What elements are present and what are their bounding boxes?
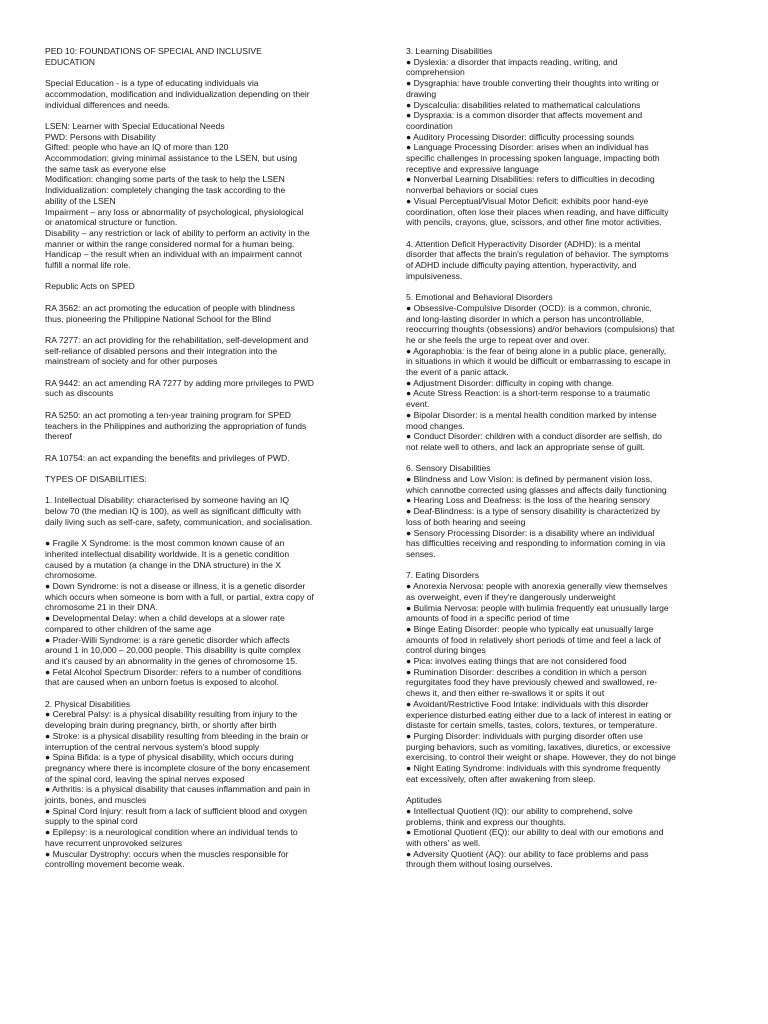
text-line: reoccurring thoughts (obsessions) and/or behaviors (compulsions) that	[406, 324, 675, 335]
text-line: has difficulties receiving and responding to information coming in via	[406, 538, 666, 549]
blank-line	[45, 324, 365, 335]
text-line: ● Auditory Processing Disorder: difficulty processing sounds	[406, 131, 635, 142]
text-line: Aptitudes	[406, 795, 442, 806]
text-line: around 1 in 10,000 – 20,000 people. This disability is quite complex	[45, 645, 301, 656]
text-line: pregnancy where there is incomplete closure of the bony encasement	[45, 762, 310, 773]
text-line: ● Intellectual Quotient (IQ): our ability to comprehend, solve	[406, 805, 633, 816]
text-line: mood changes.	[406, 420, 465, 431]
text-line: mainstream of society and for other purposes	[45, 356, 218, 367]
text-line: inherited intellectual disability worldwide. It is a genetic condition	[45, 548, 290, 559]
text-line: ● Binge Eating Disorder: people who typically eat unusually large	[406, 623, 654, 634]
text-line: chews it, and then either re-swallows it or spits it out	[406, 688, 605, 699]
text-line: PED 10: FOUNDATIONS OF SPECIAL AND INCLUSIVE	[45, 46, 262, 56]
text-line: RA 9442: an act amending RA 7277 by adding more privileges to PWD	[45, 377, 314, 388]
text-line: and long-lasting disorder in which a person has uncontrollable,	[406, 313, 644, 324]
text-line: thus, pioneering the Philippine National School for the Blind	[45, 313, 271, 324]
text-line: Republic Acts on SPED	[45, 281, 135, 292]
text-line: which cannotbe corrected using glasses and affects daily functioning	[406, 484, 667, 495]
text-line: Handicap – the result when an individual with an impairment cannot	[45, 249, 303, 260]
text-line: ● Stroke: is a physical disability resulting from bleeding in the brain or	[45, 730, 309, 741]
text-line: ● Prader-Willi Syndrome: is a rare genetic disorder which affects	[45, 634, 290, 645]
text-line: ● Pica: involves eating things that are not considered food	[406, 656, 627, 667]
text-line: ● Blindness and Low Vision: is defined by permanent vision loss,	[406, 474, 653, 485]
text-line: ● Acute Stress Reaction: is a short-term response to a traumatic	[406, 388, 651, 399]
text-line: EDUCATION	[45, 56, 95, 67]
text-line: caused by a mutation (a change in the DNA structure) in the X	[45, 559, 281, 570]
text-line: ● Visual Perceptual/Visual Motor Deficit: exhibits poor hand-eye	[406, 195, 649, 206]
text-line: ● Dyspraxia: is a common disorder that affects movement and	[406, 110, 643, 121]
text-line: teachers in the Philippines and authorizing the appropriation of funds	[45, 420, 307, 431]
text-line: the event of a panic attack.	[406, 367, 509, 378]
text-line: ● Fragile X Syndrome: is the most common known cause of an	[45, 538, 285, 549]
text-line: Impairment – any loss or abnormality of psychological, physiological	[45, 206, 304, 217]
text-line: manner or within the range considered normal for a human being.	[45, 238, 295, 249]
text-line: ● Dyslexia: a disorder that impacts reading, writing, and	[406, 56, 618, 67]
text-line: Accommodation: giving minimal assistance to the LSEN, but using	[45, 153, 298, 163]
text-line: in situations in which it would be difficult or embarrassing to escape in	[406, 356, 671, 367]
text-line: ● Deaf-Blindness: is a type of sensory disability is characterized by	[406, 506, 661, 517]
text-line: problems, think and express our thoughts.	[406, 816, 567, 827]
text-line: RA 5250: an act promoting a ten-year training program for SPED	[45, 409, 292, 420]
text-line: Modification: changing some parts of the task to help the LSEN	[45, 174, 285, 185]
blank-line	[45, 67, 365, 78]
text-line: Gifted: people who have an IQ of more than 120	[45, 142, 229, 153]
text-line: he or she feels the urge to repeat over and over.	[406, 334, 590, 345]
text-line: ● Muscular Dystrophy: occurs when the muscles responsible for	[45, 848, 289, 859]
text-line: developing brain during pregnancy, birth, or shortly after birth	[45, 720, 277, 731]
text-line: RA 7277: an act providing for the rehabilitation, self-development and	[45, 334, 309, 345]
text-line: ● Down Syndrome: is not a disease or illness, it is a genetic disorder	[45, 580, 306, 591]
text-line: ● Purging Disorder: individuals with purging disorder often use	[406, 730, 643, 741]
text-line: receptive and expressive language	[406, 163, 539, 174]
text-line: ● Agoraphobia: is the fear of being alone in a public place, generally,	[406, 345, 667, 356]
text-line: of ADHD include difficulty paying attention, hyperactivity, and	[406, 260, 637, 271]
text-line: coordination, often lose their places when reading, and have difficulty	[406, 206, 669, 217]
text-line: regurgitates food they have previously chewed and swallowed, re-	[406, 677, 658, 688]
text-line: with pencils, crayons, glue, scissors, and other fine motor activities.	[406, 217, 662, 228]
text-line: ● Emotional Quotient (EQ): our ability to deal with our emotions and	[406, 827, 664, 838]
text-line: specific challenges in processing spoken language, impacting both	[406, 153, 660, 164]
text-line: 1. Intellectual Disability: characterised by someone having an IQ	[45, 495, 290, 506]
blank-line	[45, 485, 365, 496]
text-line: 7. Eating Disorders	[406, 570, 480, 581]
text-line: ● Dysgraphia: have trouble converting their thoughts into writing or	[406, 78, 660, 89]
text-line: ● Avoidant/Restrictive Food Intake: individuals with this disorder	[406, 698, 649, 709]
blank-line	[45, 110, 365, 121]
text-line: as overweight, even if they're dangerously underweight	[406, 591, 616, 602]
text-line: ● Spinal Cord Injury: result from a lack of sufficient blood and oxygen	[45, 805, 308, 816]
text-line: ● Bulimia Nervosa: people with bulimia frequently eat unusually large	[406, 602, 669, 613]
blank-line	[406, 784, 724, 795]
text-line: ● Arthritis: is a physical disability that causes inflammation and pain in	[45, 784, 311, 795]
text-line: ● Language Processing Disorder: arises when an individual has	[406, 142, 649, 153]
text-line: individual differences and needs.	[45, 99, 171, 110]
text-line: 3. Learning Disabilities	[406, 46, 493, 56]
blank-line	[45, 399, 365, 410]
right-text-column	[406, 46, 724, 870]
text-line: PWD: Persons with Disability	[45, 131, 156, 142]
text-line: drawing	[406, 88, 437, 99]
text-line: distaste for certain smells, tastes, colors, textures, or temperature.	[406, 720, 658, 731]
text-line: or anatomical structure or function.	[45, 217, 178, 228]
text-line: ● Adjustment Disorder: difficulty in coping with change.	[406, 377, 615, 388]
text-line: ● Rumination Disorder: describes a condition in which a person	[406, 666, 647, 677]
text-line: which occurs when someone is born with a full, or partial, extra copy of	[45, 591, 314, 602]
text-line: that are caused when an unborn foetus is exposed to alcohol.	[45, 677, 280, 688]
blank-line	[45, 527, 365, 538]
text-line: ability of the LSEN	[45, 195, 116, 206]
text-line: with others' as well.	[406, 837, 481, 848]
text-line: have recurrent unprovoked seizures	[45, 837, 183, 848]
blank-line	[406, 560, 724, 571]
text-line: ● Hearing Loss and Deafness: is the loss of the hearing sensory	[406, 495, 651, 506]
text-line: chromosome.	[45, 570, 98, 581]
text-line: accommodation, modification and individualization depending on their	[45, 88, 310, 99]
blank-line	[45, 688, 365, 699]
text-line: loss of both hearing and seeing	[406, 516, 526, 527]
text-line: RA 3562: an act promoting the education of people with blindness	[45, 302, 295, 313]
text-line: through them without losing ourselves.	[406, 859, 553, 870]
text-line: Special Education - is a type of educating individuals via	[45, 78, 259, 89]
text-line: ● Epilepsy: is a neurological condition where an individual tends to	[45, 827, 298, 838]
text-line: compared to other children of the same age	[45, 623, 212, 634]
text-line: supply to the spinal cord	[45, 816, 138, 827]
text-line: LSEN: Learner with Special Educational Needs	[45, 120, 225, 131]
blank-line	[45, 442, 365, 453]
text-line: daily living such as self-care, safety, communication, and socialisation.	[45, 516, 313, 527]
text-line: purging behaviors, such as vomiting, laxatives, diuretics, or excessive	[406, 741, 671, 752]
text-line: event.	[406, 399, 430, 410]
blank-line	[45, 367, 365, 378]
text-line: Individualization: completely changing the task according to the	[45, 185, 286, 196]
text-line: ● Adversity Quotient (AQ): our ability to face problems and pass	[406, 848, 649, 859]
text-line: 4. Attention Deficit Hyperactivity Disorder (ADHD): is a mental	[406, 238, 641, 249]
text-line: thereof	[45, 431, 72, 442]
text-line: ● Cerebral Palsy: is a physical disability resulting from injury to the	[45, 709, 298, 720]
text-line: ● Obsessive-Compulsive Disorder (OCD): is a common, chronic,	[406, 302, 652, 313]
text-line: interruption of the central nervous system's blood supply	[45, 741, 260, 752]
blank-line	[406, 281, 724, 292]
text-line: disorder that affects the brain's regulation of behavior. The symptoms	[406, 249, 669, 260]
blank-line	[45, 271, 365, 282]
text-line: exercising, to control their weight or shape. However, they do not binge	[406, 752, 676, 763]
text-line: controlling movement become weak.	[45, 859, 185, 870]
text-line: ● Sensory Processing Disorder: is a disability where an individual	[406, 527, 655, 538]
text-line: the same task as everyone else	[45, 163, 166, 174]
text-line: below 70 (the median IQ is 100), as well as significant difficulty with	[45, 506, 301, 517]
text-line: impulsiveness.	[406, 270, 463, 281]
text-line: amounts of food in relatively short periods of time and feel a lack of	[406, 634, 661, 645]
text-line: 6. Sensory Disabilities	[406, 463, 491, 474]
text-line: TYPES OF DISABILITIES:	[45, 473, 147, 484]
text-line: ● Dyscalculia: disabilities related to mathematical calculations	[406, 99, 641, 110]
text-line: such as discounts	[45, 388, 114, 399]
text-line: senses.	[406, 549, 436, 559]
text-line: RA 10754: an act expanding the benefits and privileges of PWD.	[45, 452, 290, 463]
blank-line	[45, 463, 365, 474]
text-line: not relate well to others, and lack an appropriate sense of guilt.	[406, 441, 645, 452]
text-line: nonverbal behaviors or social cues	[406, 185, 539, 196]
text-line: ● Developmental Delay: when a child develops at a slower rate	[45, 613, 285, 624]
text-line: chromosome 21 in their DNA.	[45, 602, 158, 613]
text-line: ● Bipolar Disorder: is a mental health condition marked by intense	[406, 409, 657, 420]
text-line: 5. Emotional and Behavioral Disorders	[406, 292, 553, 303]
blank-line	[406, 453, 724, 464]
text-line: comprehension	[406, 67, 465, 78]
blank-line	[45, 292, 365, 303]
text-line: Disability – any restriction or lack of ability to perform an activity in the	[45, 227, 310, 238]
text-line: ● Nonverbal Learning Disabilities: refers to difficulties in decoding	[406, 174, 655, 185]
text-line: fulfill a normal life role.	[45, 260, 131, 271]
text-line: and it's caused by an abnormality in the genes of chromosome 15.	[45, 655, 298, 666]
blank-line	[406, 228, 724, 239]
text-line: ● Night Eating Syndrome: individuals with this syndrome frequently	[406, 763, 661, 774]
text-line: ● Conduct Disorder: children with a conduct disorder are selfish, do	[406, 431, 662, 442]
text-line: control during binges	[406, 645, 486, 656]
text-line: coordination	[406, 120, 453, 131]
text-line: ● Anorexia Nervosa: people with anorexia generally view themselves	[406, 581, 668, 592]
left-text-column	[45, 46, 365, 870]
text-line: experience disturbed eating either due to a lack of interest in eating or	[406, 709, 672, 720]
text-line: amounts of food in a specific period of time	[406, 613, 570, 624]
text-line: 2. Physical Disabilities	[45, 698, 131, 709]
text-line: self-reliance of disabled persons and their integration into the	[45, 345, 278, 356]
text-line: ● Spina Bifida: is a type of physical disability, which occurs during	[45, 752, 294, 763]
text-line: joints, bones, and muscles	[45, 795, 147, 806]
text-line: eat excessively, often after awakening from sleep.	[406, 773, 596, 784]
text-line: of the spinal cord, leaving the spinal nerves exposed	[45, 773, 245, 784]
text-line: ● Fetal Alcohol Spectrum Disorder: refers to a number of conditions	[45, 666, 302, 677]
